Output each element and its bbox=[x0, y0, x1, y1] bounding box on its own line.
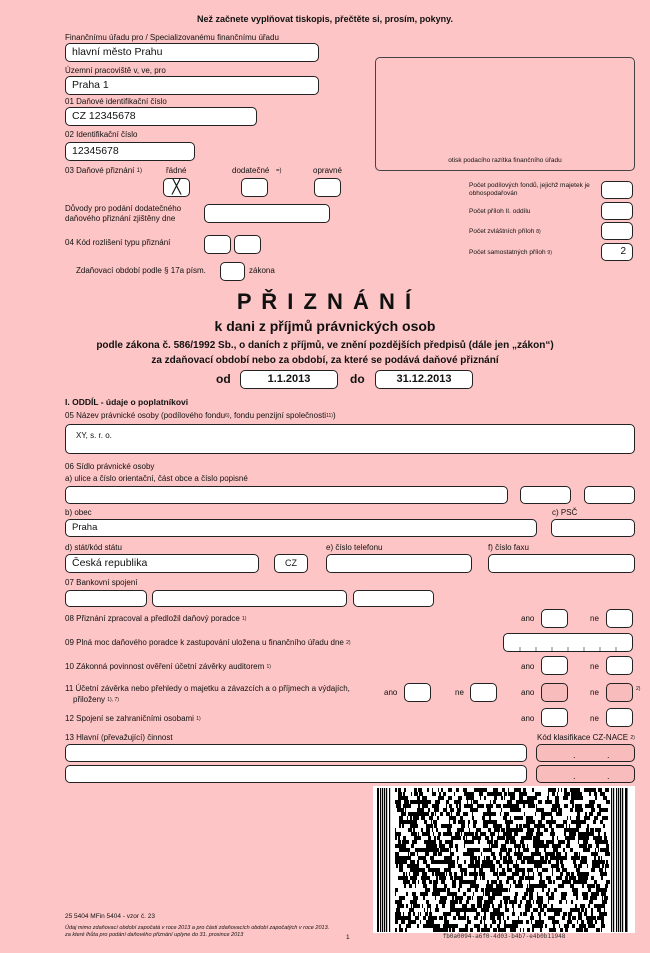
type-code-field-2[interactable] bbox=[234, 235, 261, 254]
q09-label: 09 Plná moc daňového poradce k zastupování uložena u finančního úřadu dne $^{2)}$ bbox=[65, 638, 351, 647]
q10-no-checkbox[interactable] bbox=[606, 656, 633, 675]
workplace-field[interactable]: Praha 1 bbox=[65, 76, 319, 95]
foundations-label: Počet podílových fondů, jejichž majetek je obhospodařován bbox=[469, 182, 590, 197]
q11-yes-checkbox[interactable] bbox=[404, 683, 431, 702]
regular-label: řádné bbox=[166, 166, 187, 175]
q12-no-label: ne bbox=[590, 714, 599, 723]
nace-label: Kód klasifikace CZ-NACE $^{2)}$ bbox=[537, 733, 635, 742]
return-type-label: 03 Daňové přiznání $^{1)}$ bbox=[65, 166, 142, 175]
stamp-box bbox=[375, 57, 635, 171]
corrective-label: opravné bbox=[313, 166, 342, 175]
footer-note-1: Údaj mimo zdaňovací období započatá v roce 2013 a pro části zdaňovacích období započatých v roce 2013. bbox=[65, 925, 330, 931]
type-code-label: 04 Kód rozlišení typu přiznání bbox=[65, 238, 171, 247]
seat-label: 06 Sídlo právnické osoby bbox=[65, 462, 155, 471]
foundations-field[interactable] bbox=[601, 181, 633, 199]
bank-field-3[interactable] bbox=[353, 590, 434, 607]
workplace-label: Územní pracoviště v, ve, pro bbox=[65, 66, 166, 75]
period-to-field[interactable]: 31.12.2013 bbox=[375, 370, 473, 389]
orient-number-field[interactable] bbox=[520, 486, 571, 504]
country-label: d) stát/kód státu bbox=[65, 543, 122, 552]
bank-field-2[interactable] bbox=[152, 590, 347, 607]
psc-field[interactable] bbox=[551, 519, 635, 537]
street-label: a) ulice a číslo orientační, část obce a číslo popisné bbox=[65, 474, 248, 483]
q10-yes-checkbox[interactable] bbox=[541, 656, 568, 675]
q11-yes-label: ano bbox=[384, 688, 398, 697]
form-code: 25 5404 MFin 5404 - vzor č. 23 bbox=[65, 913, 155, 920]
q08-yes-label: ano bbox=[521, 614, 535, 623]
psc-label: c) PSČ bbox=[552, 508, 578, 517]
supp-reason-field[interactable] bbox=[204, 204, 330, 223]
nace-dot: . bbox=[573, 750, 576, 760]
barcode-text: fb0a0094-a6f0-4d03-b4b7-e4b0b11948 bbox=[373, 933, 635, 943]
regular-checkbox[interactable]: ╳ bbox=[163, 178, 190, 197]
period-17a-suffix: zákona bbox=[249, 266, 275, 275]
date-field-ticks bbox=[504, 634, 633, 652]
q11-no2-checkbox[interactable] bbox=[606, 683, 633, 702]
nace-field-2[interactable] bbox=[536, 765, 635, 783]
dic-field[interactable]: CZ 12345678 bbox=[65, 107, 257, 126]
header-note: Než začnete vyplňovat tiskopis, přečtěte si, prosím, pokyny. bbox=[197, 14, 453, 24]
special-field[interactable] bbox=[601, 222, 633, 240]
type-code-field-1[interactable] bbox=[204, 235, 231, 254]
country-code-field[interactable]: CZ bbox=[274, 554, 308, 573]
q10-label: 10 Zákonná povinnost ověření účetní závěrky auditorem $^{1)}$ bbox=[65, 662, 271, 671]
city-field[interactable]: Praha bbox=[65, 519, 537, 537]
supplementary-checkbox[interactable] bbox=[241, 178, 268, 197]
phone-field[interactable] bbox=[326, 554, 472, 573]
ico-field[interactable]: 12345678 bbox=[65, 142, 195, 161]
q08-label: 08 Přiznání zpracoval a předložil daňový poradce $^{1)}$ bbox=[65, 614, 247, 623]
independent-field[interactable]: 2 bbox=[601, 243, 633, 261]
nace-dot: . bbox=[607, 771, 610, 781]
q11-yes2-checkbox[interactable] bbox=[541, 683, 568, 702]
period-to-label: do bbox=[350, 372, 365, 386]
q10-yes-label: ano bbox=[521, 662, 535, 671]
q08-yes-checkbox[interactable] bbox=[541, 609, 568, 628]
special-label: Počet zvláštních příloh $^{8)}$ bbox=[469, 228, 541, 235]
street-field[interactable] bbox=[65, 486, 508, 504]
q11-no2-label: ne bbox=[590, 688, 599, 697]
corrective-checkbox[interactable] bbox=[314, 178, 341, 197]
fax-field[interactable] bbox=[488, 554, 635, 573]
supp-reason-label: Důvody pro podání dodatečného daňového přiznání zjištěny dne bbox=[65, 204, 182, 223]
subtitle: k dani z příjmů právnických osob bbox=[214, 318, 436, 334]
activity-field-1[interactable] bbox=[65, 744, 527, 762]
nace-dot: . bbox=[607, 750, 610, 760]
stamp-caption: otisk podacího razítka finančního úřadu bbox=[448, 157, 562, 164]
q12-no-checkbox[interactable] bbox=[606, 708, 633, 727]
page-number: 1 bbox=[346, 934, 350, 941]
q11-yes2-label: ano bbox=[521, 688, 535, 697]
ico-label: 02 Identifikační číslo bbox=[65, 130, 138, 139]
q08-no-checkbox[interactable] bbox=[606, 609, 633, 628]
country-field[interactable]: Česká republika bbox=[65, 554, 259, 573]
q11-no-checkbox[interactable] bbox=[470, 683, 497, 702]
bank-field-1[interactable] bbox=[65, 590, 147, 607]
q11-no-label: ne bbox=[455, 688, 464, 697]
name-label: 05 Název právnické osoby (podílového fondu$^{6)}$, fondu penzijní společnosti$^{11)}$) bbox=[65, 411, 336, 420]
section1-title: I. ODDÍL - údaje o poplatníkovi bbox=[65, 397, 189, 407]
tax-office-label: Finančnímu úřadu pro / Specializovanému finančnímu úřadu bbox=[65, 33, 279, 42]
independent-label: Počet samostatných příloh $^{9)}$ bbox=[469, 249, 552, 256]
section2-label: Počet příloh II. oddílu bbox=[469, 208, 531, 215]
section2-field[interactable] bbox=[601, 202, 633, 220]
q11-sup2: 2) bbox=[636, 686, 641, 692]
period-from-field[interactable]: 1.1.2013 bbox=[240, 370, 338, 389]
q11-label2: přiloženy $^{1), 7)}$ bbox=[73, 695, 119, 704]
period-17a-label: Zdaňovací období podle § 17a písm. bbox=[76, 266, 206, 275]
main-title: P Ř I Z N Á N Í bbox=[236, 289, 414, 314]
house-number-field[interactable] bbox=[584, 486, 635, 504]
supplementary-label: dodatečné =) bbox=[232, 166, 282, 175]
q12-yes-checkbox[interactable] bbox=[541, 708, 568, 727]
law-line: podle zákona č. 586/1992 Sb., o daních z příjmů, ve znění pozdějších předpisů (dále jen „zákon“) bbox=[96, 340, 554, 351]
tax-office-field[interactable]: hlavní město Prahu bbox=[65, 43, 319, 62]
barcode-area bbox=[373, 786, 635, 934]
q09-date-field[interactable] bbox=[503, 633, 633, 652]
period-17a-field[interactable] bbox=[220, 262, 245, 281]
q12-yes-label: ano bbox=[521, 714, 535, 723]
nace-field-1[interactable] bbox=[536, 744, 635, 762]
name-field[interactable]: XY, s. r. o. bbox=[65, 424, 635, 454]
period-line: za zdaňovací období nebo za období, za které se podává daňové přiznání bbox=[151, 355, 499, 366]
period-from-label: od bbox=[216, 372, 231, 386]
q11-label: 11 Účetní závěrka nebo přehledy o majetku a závazcích a o příjmech a výdajích, bbox=[65, 684, 350, 693]
city-label: b) obec bbox=[65, 508, 92, 517]
q08-no-label: ne bbox=[590, 614, 599, 623]
q10-no-label: ne bbox=[590, 662, 599, 671]
nace-dot: . bbox=[573, 771, 576, 781]
fax-label: f) číslo faxu bbox=[488, 543, 529, 552]
phone-label: e) číslo telefonu bbox=[326, 543, 383, 552]
pdf417-barcode bbox=[373, 786, 635, 934]
footer-note-2: za které lhůta pro podání daňového přiznání uplyne do 31. prosince 2013 bbox=[65, 932, 244, 938]
q13-label: 13 Hlavní (převažující) činnost bbox=[65, 733, 173, 742]
q12-label: 12 Spojení se zahraničními osobami $^{1)}$ bbox=[65, 714, 201, 723]
bank-label: 07 Bankovní spojení bbox=[65, 578, 138, 587]
activity-field-2[interactable] bbox=[65, 765, 527, 783]
dic-label: 01 Daňové identifikační číslo bbox=[65, 97, 167, 106]
